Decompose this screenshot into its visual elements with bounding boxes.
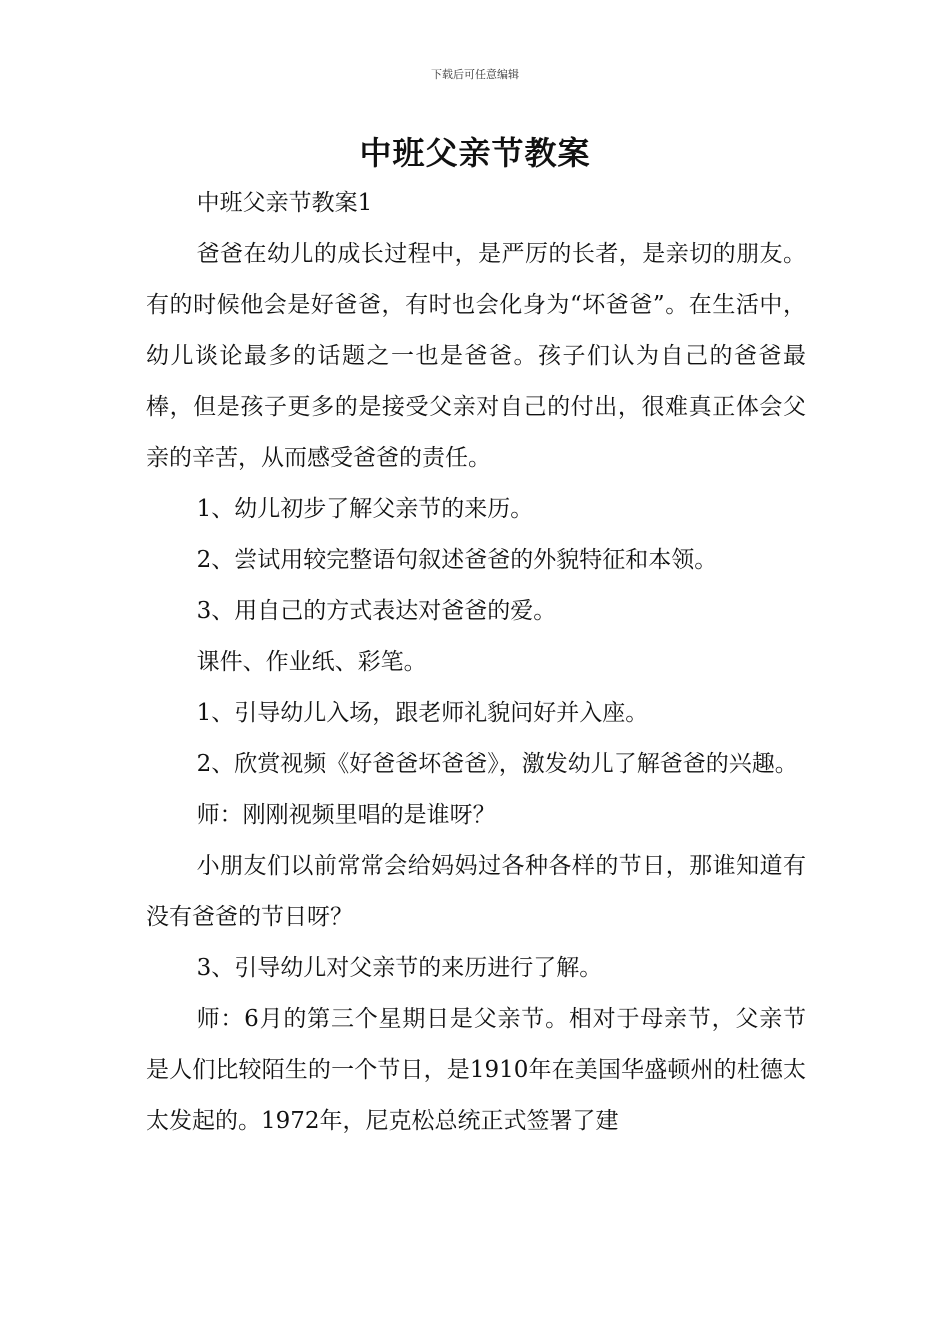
body-paragraph: 小朋友们以前常常会给妈妈过各种各样的节日，那谁知道有没有爸爸的节日呀？: [146, 853, 806, 930]
process-step-1: 1、引导幼儿入场，跟老师礼貌问好并入座。: [196, 700, 649, 726]
teacher-question: 师：刚刚视频里唱的是谁呀？: [196, 802, 496, 828]
header-note: 下载后可任意编辑: [431, 68, 519, 81]
materials-paragraph: 课件、作业纸、彩笔。: [196, 649, 427, 675]
process-step-3: 3、引导幼儿对父亲节的来历进行了解。: [196, 955, 603, 981]
process-step-2: 2、欣赏视频《好爸爸坏爸爸》，激发幼儿了解爸爸的兴趣。: [196, 751, 798, 777]
goal-item-2: 2、尝试用较完整语句叙述爸爸的外貌特征和本领。: [196, 547, 718, 573]
subtitle-paragraph: 中班父亲节教案1: [196, 190, 373, 216]
goal-item-1: 1、幼儿初步了解父亲节的来历。: [196, 496, 534, 522]
goal-item-3: 3、用自己的方式表达对爸爸的爱。: [196, 598, 557, 624]
document-body: [146, 178, 806, 1147]
intro-paragraph: 爸爸在幼儿的成长过程中，是严厉的长者，是亲切的朋友。有的时候他会是好爸爸，有时也会化身为“坏爸爸”。在生活中，幼儿谈论最多的话题之一也是爸爸。孩子们认为自己的爸爸最棒，但是孩子更多的是接受父亲对自己的付出，很难真正体会父亲的辛苦，从而感受爸爸的责任。: [146, 241, 806, 471]
teacher-explanation: 师：6月的第三个星期日是父亲节。相对于母亲节，父亲节是人们比较陌生的一个节日，是1910年在美国华盛顿州的杜德太太发起的。1972年，尼克松总统正式签署了建: [146, 1006, 806, 1134]
document-title: 中班父亲节教案: [359, 134, 591, 172]
